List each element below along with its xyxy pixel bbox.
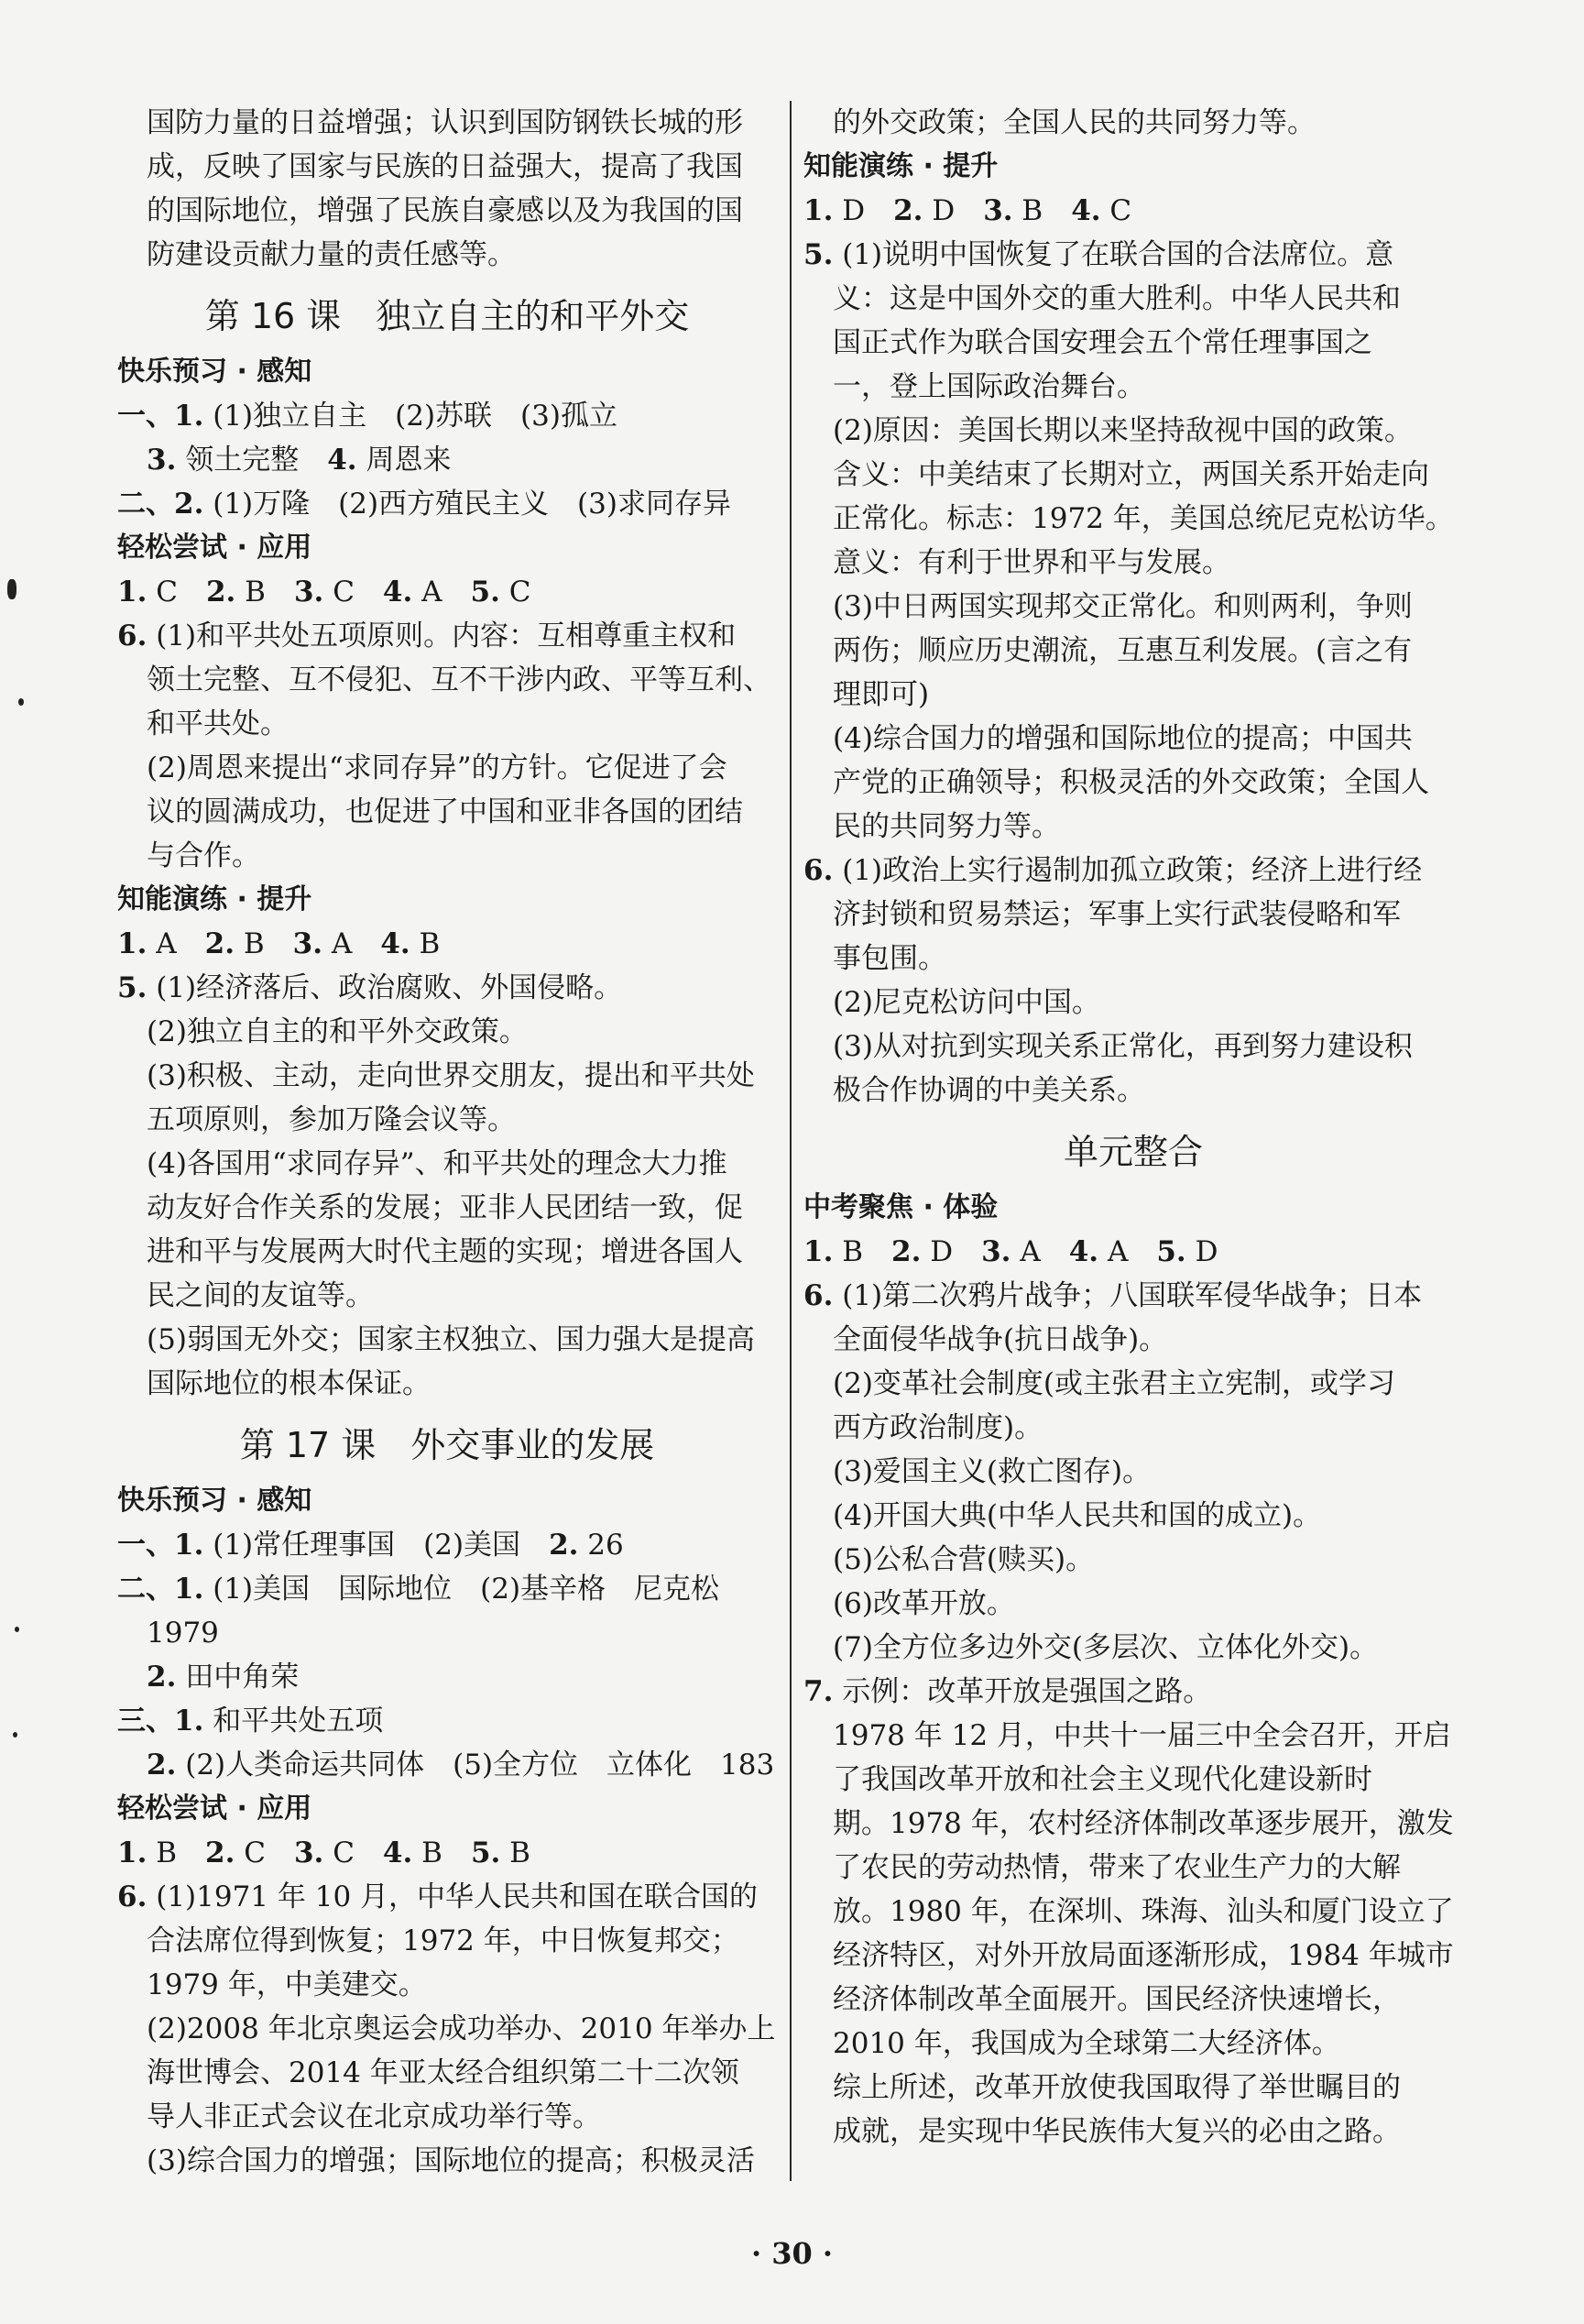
item-number: 4. (382, 576, 413, 608)
answer-line (117, 1142, 777, 1186)
answer-text: 国正式作为联合国安理会五个常任理事国之 (833, 326, 1372, 359)
answer-text: (2)独立自主的和平外交政策。 (147, 1015, 528, 1048)
item-number: 6. (117, 1880, 147, 1913)
answer-line (803, 321, 1463, 365)
answer-text: (4)各国用“求同存异”、和平共处的理念大力推 (147, 1147, 727, 1180)
answer-line (803, 1494, 1463, 1538)
section-heading: 中考聚焦 · 体验 (803, 1191, 999, 1223)
answer-line (803, 409, 1463, 453)
answer-text: B (412, 1836, 471, 1869)
answer-line (117, 1054, 777, 1098)
scan-speck (15, 1627, 19, 1632)
answer-line (803, 453, 1463, 497)
item-number: 2. (891, 1235, 922, 1268)
answer-text: 济封锁和贸易禁运；军事上实行武装侵略和军 (833, 898, 1401, 931)
answer-text: C (323, 1836, 383, 1869)
item-number: 二、1. (117, 1573, 204, 1606)
item-number: 3. (147, 444, 177, 477)
item-number: 2. (147, 1661, 177, 1694)
answer-text: 进和平与发展两大时代主题的实现；增进各国人 (147, 1235, 743, 1268)
answer-line (117, 1098, 777, 1142)
answer-line (803, 629, 1463, 673)
section-heading: 快乐预习 · 感知 (117, 1485, 312, 1517)
answer-line (117, 1274, 777, 1318)
answer-text: 议的圆满成功，也促进了中国和亚非各国的团结 (147, 795, 743, 828)
answer-line (803, 1890, 1463, 1934)
answer-text: 防建设贡献力量的责任感等。 (147, 238, 516, 271)
item-number: 1. (117, 576, 147, 608)
answer-line (803, 233, 1463, 277)
answer-line (803, 893, 1463, 937)
scan-speck (13, 1732, 17, 1738)
answer-line (117, 1362, 777, 1406)
answer-text: 民的共同努力等。 (833, 810, 1060, 843)
item-number: 5. (1156, 1235, 1186, 1268)
section-heading: 轻松尝试 · 应用 (117, 532, 312, 564)
answer-line (803, 189, 1463, 233)
column-divider (790, 101, 792, 2181)
answer-text: 含义：中美结束了长期对立，两国关系开始走向 (833, 458, 1429, 491)
answer-line (117, 1230, 777, 1274)
answer-text: 导人非正式会议在北京成功举行等。 (147, 2100, 601, 2133)
answer-line (117, 570, 777, 614)
item-number: 1. (803, 194, 834, 227)
answer-text: B (410, 927, 441, 960)
answer-line (117, 2139, 777, 2183)
answer-line (117, 1699, 777, 1743)
answer-text: (1)常任理事国 (2)美国 (203, 1529, 550, 1562)
answer-line (803, 1758, 1463, 1802)
answer-text: (1)独立自主 (2)苏联 (3)孤立 (203, 400, 617, 433)
answer-line (803, 541, 1463, 585)
answer-text: (1)万隆 (2)西方殖民主义 (3)求同存异 (203, 488, 731, 521)
answer-line (803, 1025, 1463, 1069)
answer-line (117, 394, 777, 438)
answer-text: 的外交政策；全国人民的共同努力等。 (833, 106, 1316, 139)
answer-text: C (323, 576, 383, 608)
item-number: 4. (1068, 1235, 1099, 1268)
item-number: 3. (292, 927, 323, 960)
answer-text: 和平共处。 (147, 707, 289, 740)
answer-line (117, 1963, 777, 2007)
answer-text: D (833, 194, 894, 227)
answer-line (803, 1978, 1463, 2022)
item-number: 2. (205, 576, 236, 608)
answer-text: A (1010, 1235, 1069, 1268)
item-number: 4. (380, 927, 410, 960)
answer-text: 领土完整、互不侵犯、互不干涉内政、平等互利、 (147, 663, 771, 696)
answer-text: 义：这是中国外交的重大胜利。中华人民共和 (833, 282, 1401, 315)
answer-text: 合法席位得到恢复；1972 年，中日恢复邦交； (147, 1924, 739, 1957)
item-number: 5. (470, 576, 500, 608)
item-number: 5. (803, 238, 834, 271)
answer-text: 极合作协调的中美关系。 (833, 1074, 1145, 1107)
answer-text: (6)改革开放。 (833, 1587, 1015, 1620)
item-number: 1. (117, 927, 147, 960)
answer-line (803, 2110, 1463, 2154)
answer-line (803, 717, 1463, 761)
answer-line (117, 145, 777, 189)
item-number: 4. (327, 444, 357, 477)
answer-line (117, 966, 777, 1010)
scan-speck (7, 579, 16, 599)
answer-line (803, 937, 1463, 981)
answer-line (803, 1230, 1463, 1274)
answer-text: (5)公私合营(赎买)。 (833, 1543, 1095, 1576)
answer-line (803, 277, 1463, 321)
answer-line (117, 1523, 777, 1567)
answer-line (117, 1010, 777, 1054)
answer-text: (1)政治上实行遏制加孤立政策；经济上进行经 (833, 854, 1423, 887)
lesson-title: 单元整合 (1063, 1132, 1203, 1172)
answer-line (803, 761, 1463, 805)
answer-text: (5)弱国无外交；国家主权独立、国力强大是提高 (147, 1323, 755, 1356)
answer-line (803, 1450, 1463, 1494)
item-number: 3. (293, 576, 324, 608)
answer-line (117, 233, 777, 277)
answer-text: D (923, 194, 984, 227)
answer-line (803, 2022, 1463, 2066)
answer-text: D (1185, 1235, 1218, 1268)
answer-line (117, 2095, 777, 2139)
answer-text: (3)从对抗到实现关系正常化，再到努力建设积 (833, 1030, 1413, 1063)
answer-line (803, 805, 1463, 849)
answer-line (117, 658, 777, 702)
item-number: 2. (205, 1836, 235, 1869)
answer-text: 全面侵华战争(抗日战争)。 (833, 1323, 1168, 1356)
answer-text: 理即可) (833, 678, 930, 711)
item-number: 6. (117, 619, 147, 652)
answer-line (803, 1274, 1463, 1318)
item-number: 5. (470, 1836, 501, 1869)
answer-text: 事包围。 (833, 942, 946, 975)
right-column (803, 101, 1463, 2154)
answer-line (117, 482, 777, 526)
page-number: · 30 · (750, 2236, 834, 2271)
answer-line (117, 922, 777, 966)
item-number: 3. (983, 194, 1013, 227)
answer-line (117, 2051, 777, 2095)
answer-text: 1978 年 12 月，中共十一届三中全会召开，开启 (833, 1719, 1451, 1752)
answer-text: 期。1978 年，农村经济体制改革逐步展开，激发 (833, 1807, 1454, 1840)
answer-text: B (500, 1836, 530, 1869)
answer-text: 一，登上国际政治舞台。 (833, 370, 1145, 403)
answer-line (803, 673, 1463, 717)
item-number: 一、1. (117, 1529, 204, 1562)
item-number: 6. (803, 854, 834, 887)
answer-line (117, 1919, 777, 1963)
item-number: 4. (382, 1836, 413, 1869)
section-heading: 知能演练 · 提升 (117, 883, 312, 915)
answer-text: 正常化。标志：1972 年，美国总统尼克松访华。 (833, 502, 1454, 535)
answer-text: B (235, 927, 293, 960)
lesson-title: 第 16 课 独立自主的和平外交 (204, 296, 690, 336)
answer-line (803, 1069, 1463, 1113)
answer-line (803, 1714, 1463, 1758)
answer-text: 了我国改革开放和社会主义现代化建设新时 (833, 1763, 1372, 1796)
answer-text: A (322, 927, 381, 960)
answer-text: B (833, 1235, 892, 1268)
item-number: 6. (803, 1279, 834, 1312)
answer-text: (2)尼克松访问中国。 (833, 986, 1100, 1019)
item-number: 2. (893, 194, 923, 227)
answer-line (117, 1567, 777, 1611)
item-number: 3. (293, 1836, 324, 1869)
answer-text: 的国际地位，增强了民族自豪感以及为我国的国 (147, 194, 743, 227)
answer-line (803, 365, 1463, 409)
answer-line (117, 1318, 777, 1362)
item-number: 2. (147, 1748, 177, 1781)
answer-text: (2)变革社会制度(或主张君主立宪制，或学习 (833, 1367, 1396, 1400)
answer-line (117, 746, 777, 790)
item-number: 7. (803, 1675, 834, 1708)
answer-text: 田中角荣 (176, 1661, 300, 1694)
answer-text: B (1012, 194, 1072, 227)
answer-line (803, 1362, 1463, 1406)
answer-text: (2)周恩来提出“求同存异”的方针。它促进了会 (147, 751, 727, 784)
item-number: 一、1. (117, 400, 204, 433)
answer-line (117, 790, 777, 834)
answer-text: 了农民的劳动热情，带来了农业生产力的大解 (833, 1851, 1401, 1884)
answer-line (117, 702, 777, 746)
answer-line (803, 497, 1463, 541)
item-number: 2. (549, 1529, 579, 1562)
answer-text: (1)和平共处五项原则。内容：互相尊重主权和 (147, 619, 737, 652)
scan-speck (18, 698, 24, 706)
answer-text: (7)全方位多边外交(多层次、立体化外交)。 (833, 1631, 1379, 1664)
answer-text: 动友好合作关系的发展；亚非人民团结一致，促 (147, 1191, 743, 1224)
answer-text: 国际地位的根本保证。 (147, 1367, 431, 1400)
answer-text: (2)人类命运共同体 (5)全方位 立体化 183 (176, 1748, 775, 1781)
answer-text: (4)开国大典(中华人民共和国的成立)。 (833, 1499, 1322, 1532)
item-number: 3. (981, 1235, 1011, 1268)
answer-line (117, 1186, 777, 1230)
answer-text: 西方政治制度)。 (833, 1411, 1043, 1444)
answer-line (803, 1318, 1463, 1362)
section-heading: 轻松尝试 · 应用 (117, 1792, 312, 1825)
item-number: 三、1. (117, 1705, 204, 1738)
answer-text: B (147, 1836, 206, 1869)
item-number: 1. (803, 1235, 834, 1268)
answer-text: A (412, 576, 471, 608)
answer-text: D (921, 1235, 982, 1268)
left-column (117, 101, 777, 2183)
answer-text: 放。1980 年，在深圳、珠海、汕头和厦门设立了 (833, 1895, 1454, 1928)
answer-text: C (147, 576, 206, 608)
answer-text: 产党的正确领导；积极灵活的外交政策；全国人 (833, 766, 1429, 799)
answer-line (803, 585, 1463, 629)
answer-line (117, 1743, 777, 1787)
answer-line (803, 1934, 1463, 1978)
answer-text: (2)原因：美国长期以来坚持敌视中国的政策。 (833, 414, 1413, 447)
item-number: 4. (1071, 194, 1101, 227)
answer-line (803, 1582, 1463, 1626)
answer-text: (1)经济落后、政治腐败、外国侵略。 (147, 971, 623, 1004)
answer-text: 经济特区，对外开放局面逐渐形成，1984 年城市 (833, 1939, 1454, 1972)
item-number: 2. (204, 927, 235, 960)
answer-line (117, 438, 777, 482)
answer-text: (3)综合国力的增强；国际地位的提高；积极灵活 (147, 2144, 755, 2177)
answer-text: 综上所述，改革开放使我国取得了举世瞩目的 (833, 2071, 1401, 2104)
answer-line (803, 1802, 1463, 1846)
answer-text: C (1100, 194, 1132, 227)
answer-line (117, 2007, 777, 2051)
lesson-title: 第 17 课 外交事业的发展 (239, 1425, 655, 1465)
answer-text: 和平共处五项 (203, 1705, 384, 1738)
answer-line (117, 189, 777, 233)
answer-line (117, 614, 777, 658)
answer-line (803, 1626, 1463, 1670)
answer-text: 1979 (147, 1617, 219, 1650)
answer-text: 成就，是实现中华民族伟大复兴的必由之路。 (833, 2115, 1401, 2148)
answer-line (803, 1538, 1463, 1582)
answer-line (803, 1406, 1463, 1450)
answer-line (803, 981, 1463, 1025)
section-heading: 快乐预习 · 感知 (117, 356, 312, 388)
answer-line (117, 1611, 777, 1655)
answer-line (803, 1846, 1463, 1890)
section-heading: 知能演练 · 提升 (803, 150, 999, 182)
answer-text: (1)第二次鸦片战争；八国联军侵华战争；日本 (833, 1279, 1423, 1312)
answer-text: C (235, 1836, 294, 1869)
answer-text: 示例：改革开放是强国之路。 (833, 1675, 1212, 1708)
answer-text: (3)积极、主动，走向世界交朋友，提出和平共处 (147, 1059, 755, 1092)
answer-text: 领土完整 (176, 444, 328, 477)
answer-text: A (147, 927, 205, 960)
answer-text: 经济体制改革全面展开。国民经济快速增长， (833, 1983, 1401, 2016)
answer-text: B (235, 576, 294, 608)
answer-text: (4)综合国力的增强和国际地位的提高；中国共 (833, 722, 1413, 755)
answer-text: 2010 年，我国成为全球第二大经济体。 (833, 2027, 1340, 2060)
answer-text: 1979 年，中美建交。 (147, 1968, 427, 2001)
answer-text: (1)美国 国际地位 (2)基辛格 尼克松 (203, 1573, 720, 1606)
answer-text: 五项原则，参加万隆会议等。 (147, 1103, 516, 1136)
answer-text: 意义：有利于世界和平与发展。 (833, 546, 1230, 579)
answer-text: 周恩来 (356, 444, 452, 477)
answer-line (803, 2066, 1463, 2110)
answer-text: 26 (578, 1529, 624, 1562)
answer-text: (1)说明中国恢复了在联合国的合法席位。意 (833, 238, 1394, 271)
answer-line (803, 101, 1463, 145)
answer-line (117, 1655, 777, 1699)
answer-text: 国防力量的日益增强；认识到国防钢铁长城的形 (147, 106, 743, 139)
answer-text: 两伤；顺应历史潮流，互惠互利发展。(言之有 (833, 634, 1413, 667)
answer-line (117, 101, 777, 145)
answer-line (803, 849, 1463, 893)
answer-line (117, 1831, 777, 1875)
answer-text: C (499, 576, 531, 608)
answer-text: A (1098, 1235, 1157, 1268)
item-number: 1. (117, 1836, 147, 1869)
answer-text: (2)2008 年北京奥运会成功举办、2010 年举办上 (147, 2012, 776, 2045)
answer-text: (3)爱国主义(救亡图存)。 (833, 1455, 1152, 1488)
answer-text: (3)中日两国实现邦交正常化。和则两利，争则 (833, 590, 1413, 623)
answer-text: 成，反映了国家与民族的日益强大，提高了我国 (147, 150, 743, 183)
answer-line (117, 1875, 777, 1919)
item-number: 5. (117, 971, 147, 1004)
answer-line (803, 1670, 1463, 1714)
answer-text: 海世博会、2014 年亚太经合组织第二十二次领 (147, 2056, 739, 2089)
answer-text: (1)1971 年 10 月，中华人民共和国在联合国的 (147, 1880, 759, 1913)
answer-line (117, 834, 777, 878)
answer-text: 与合作。 (147, 839, 260, 872)
item-number: 二、2. (117, 488, 204, 521)
answer-text: 民之间的友谊等。 (147, 1279, 374, 1312)
